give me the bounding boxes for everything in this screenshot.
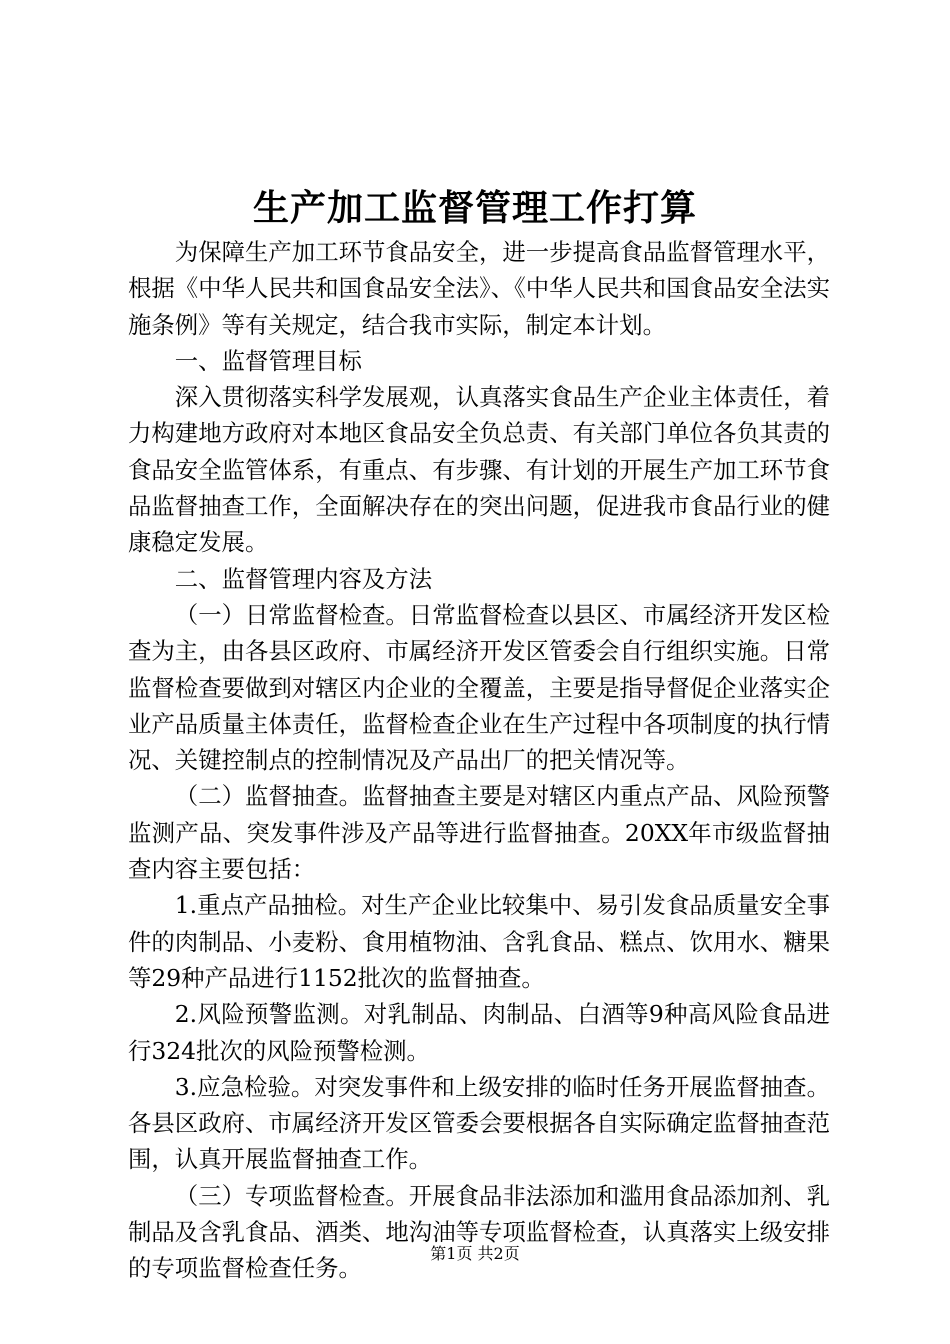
paragraph-risk-monitoring: 2.风险预警监测。对乳制品、肉制品、白酒等9种高风险食品进行324批次的风险预警检测。 [128,1000,830,1065]
heading-section-1: 一、监督管理目标 [174,346,362,375]
document-body [128,234,830,1287]
paragraph-spot-check: （二）监督抽查。监督抽查主要是对辖区内重点产品、风险预警监测产品、突发事件涉及产品等进行监督抽查。20XX年市级监督抽查内容主要包括： [128,782,830,884]
paragraph-daily-inspection: （一）日常监督检查。日常监督检查以县区、市属经济开发区检查为主，由各县区政府、市属经济开发区管委会自行组织实施。日常监督检查要做到对辖区内企业的全覆盖，主要是指导督促企业落实企业产品质量主体责任，监督检查企业在生产过程中各项制度的执行情况、关键控制点的控制情况及产品出厂的把关情况等。 [128,600,830,775]
paragraph-intro: 为保障生产加工环节食品安全，进一步提高食品监督管理水平，根据《中华人民共和国食品安全法》、《中华人民共和国食品安全法实施条例》等有关规定，结合我市实际，制定本计划。 [128,238,830,339]
document-title: 生产加工监督管理工作打算 [252,187,697,229]
paragraph-key-products: 1.重点产品抽检。对生产企业比较集中、易引发食品质量安全事件的肉制品、小麦粉、食用植物油、含乳食品、糕点、饮用水、糖果等29种产品进行1152批次的监督抽查。 [128,891,830,992]
paragraph-emergency-test: 3.应急检验。对突发事件和上级安排的临时任务开展监督抽查。各县区政府、市属经济开发区管委会要根据各自实际确定监督抽查范围，认真开展监督抽查工作。 [128,1072,830,1174]
heading-section-2: 二、监督管理内容及方法 [174,564,433,593]
page-footer: 第1页 共2页 [430,1244,520,1263]
paragraph-section-1: 深入贯彻落实科学发展观，认真落实食品生产企业主体责任，着力构建地方政府对本地区食品安全负总责、有关部门单位各负其责的食品安全监管体系，有重点、有步骤、有计划的开展生产加工环节食品监督抽查工作，全面解决存在的突出问题，促进我市食品行业的健康稳定发展。 [128,383,830,557]
paragraph-special-inspection: （三）专项监督检查。开展食品非法添加和滥用食品添加剂、乳制品及含乳食品、酒类、地沟油等专项监督检查，认真落实上级安排的专项监督检查任务。 [128,1181,830,1283]
